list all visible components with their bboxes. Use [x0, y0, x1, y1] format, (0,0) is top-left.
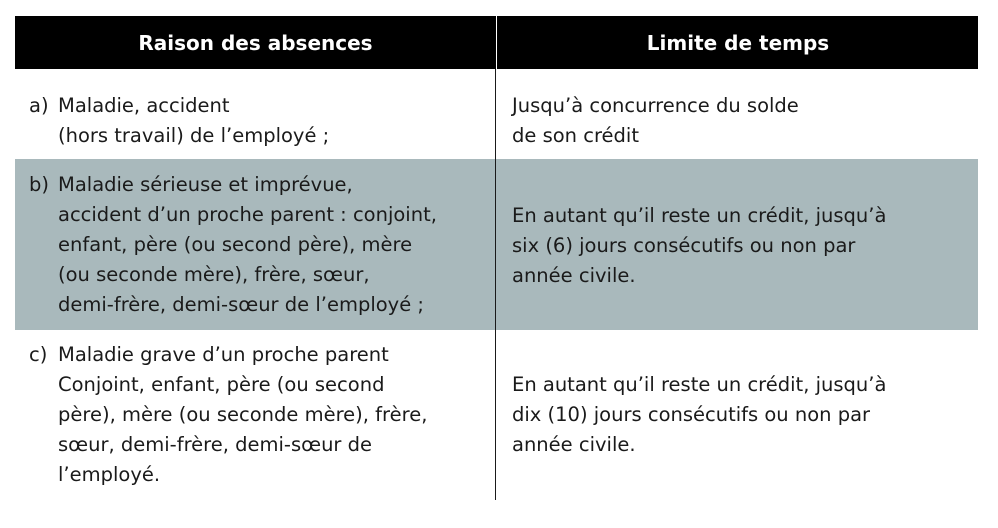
table-header — [15, 16, 978, 69]
limit-line: dix (10) jours consécutifs ou non par — [512, 403, 871, 426]
table-row — [15, 69, 978, 159]
reason-cell — [15, 159, 496, 330]
row-letter: a) — [29, 94, 49, 117]
reason-text — [58, 170, 495, 330]
table-row — [15, 159, 978, 330]
limit-cell — [496, 330, 978, 500]
limit-line: année civile. — [512, 433, 636, 456]
limit-line: six (6) jours consécutifs ou non par — [512, 234, 856, 257]
limit-line: En autant qu’il reste un crédit, jusqu’à — [512, 373, 887, 396]
reason-line: (hors travail) de l’employé ; — [58, 124, 330, 147]
row-letter: b) — [29, 173, 49, 196]
reason-cell — [15, 69, 496, 159]
header-time-limit: Limite de temps — [646, 30, 830, 55]
reason-line: Conjoint, enfant, père (ou second — [58, 373, 385, 396]
absence-table — [15, 16, 978, 500]
reason-line: enfant, père (ou second père), mère — [58, 233, 413, 256]
reason-cell — [15, 330, 496, 500]
table-row — [15, 330, 978, 500]
reason-line: demi-frère, demi-sœur de l’employé ; — [58, 293, 424, 316]
reason-line: Maladie, accident — [58, 94, 230, 117]
limit-line: Jusqu’à concurrence du solde — [512, 94, 799, 117]
limit-line: de son crédit — [512, 124, 639, 147]
reason-line: Maladie grave d’un proche parent — [58, 343, 389, 366]
reason-text — [58, 340, 495, 500]
reason-line: Maladie sérieuse et imprévue, — [58, 173, 353, 196]
limit-cell — [496, 69, 978, 159]
reason-line: sœur, demi-frère, demi-sœur de — [58, 433, 373, 456]
reason-line: accident d’un proche parent : conjoint, — [58, 203, 437, 226]
limit-line: année civile. — [512, 264, 636, 287]
header-reason: Raison des absences — [138, 30, 373, 55]
limit-line: En autant qu’il reste un crédit, jusqu’à — [512, 204, 887, 227]
reason-line: l’employé. — [58, 463, 161, 486]
row-letter: c) — [29, 343, 48, 366]
reason-text — [58, 91, 495, 159]
reason-line: père), mère (ou seconde mère), frère, — [58, 403, 428, 426]
reason-line: (ou seconde mère), frère, sœur, — [58, 263, 370, 286]
limit-cell — [496, 159, 978, 330]
